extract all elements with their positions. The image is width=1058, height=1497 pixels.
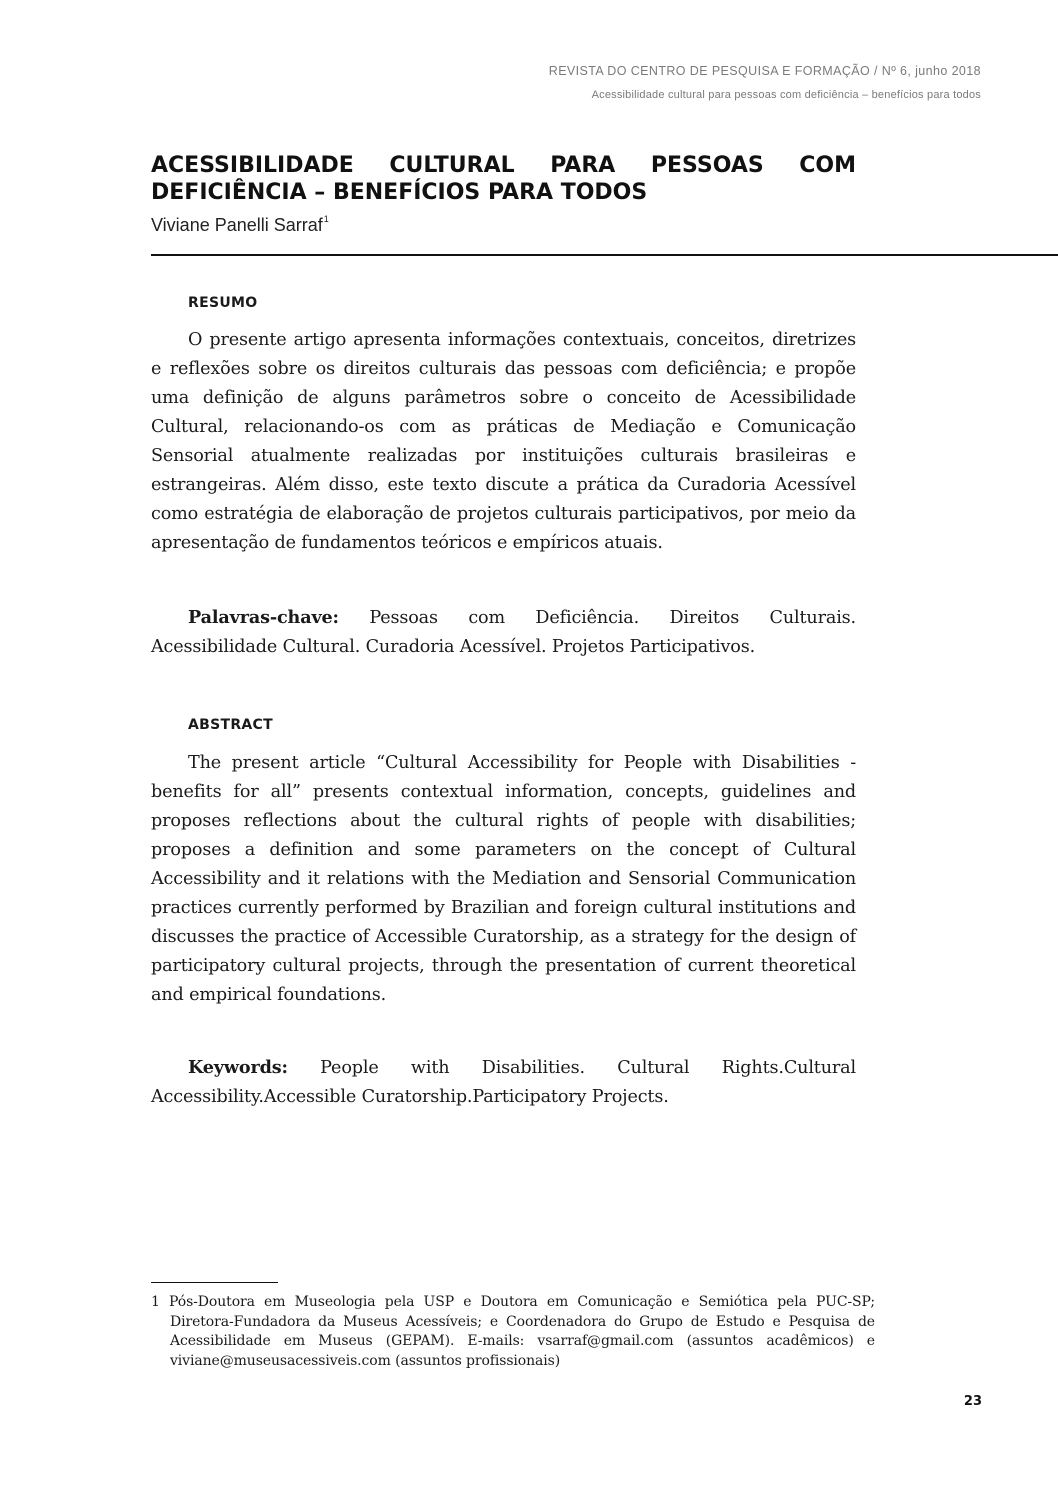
keywords-label-en: Keywords:	[188, 1057, 288, 1078]
abstract-keywords	[151, 1053, 856, 1112]
keywords-en: People with Disabilities. Cultural Rights.Cultural Accessibility.Accessible Curatorship.Participatory Projects.	[151, 1058, 856, 1107]
running-header	[549, 62, 981, 103]
journal-name: REVISTA DO CENTRO DE PESQUISA E FORMAÇÃO / Nº 6, junho 2018	[548, 64, 981, 78]
title-divider	[151, 254, 1058, 256]
footnote-divider	[151, 1282, 278, 1283]
footnote-ref[interactable]: 1	[323, 214, 329, 224]
footnote	[151, 1293, 875, 1371]
footnote-number: 1	[151, 1294, 160, 1310]
resumo-heading: RESUMO	[188, 295, 258, 311]
author-line	[151, 214, 329, 236]
abstract-heading: ABSTRACT	[188, 717, 273, 733]
page-number: 23	[963, 1394, 982, 1409]
author-name: Viviane Panelli Sarraf	[151, 215, 323, 235]
abstract-text: The present article “Cultural Accessibility for People with Disabilities - benefits for all” presents contextual information, concepts, guidelines and proposes reflections about the cultural rights of people with disabilities; proposes a definition and some parameters on the concept of Cultural Accessibility and it relations with the Mediation and Sensorial Communication practices currently performed by Brazilian and foreign cultural institutions and discusses the practice of Accessible Curatorship, as a strategy for the design of participatory cultural projects, through the presentation of current theoretical and empirical foundations.	[151, 753, 856, 1005]
article-short-title: Acessibilidade cultural para pessoas com deficiência – benefícios para todos	[591, 89, 981, 101]
footnote-text: Pós-Doutora em Museologia pela USP e Doutora em Comunicação e Semiótica pela PUC-SP; Diretora-Fundadora da Museus Acessíveis; e Coordenadora do Grupo de Estudo e Pesquisa de Acessibilidade em Museus (GEPAM). E-mails: vsarraf@gmail.com (assuntos acadêmicos) e viviane@museusacessiveis.com (assuntos profissionais)	[169, 1294, 875, 1369]
resumo-keywords	[151, 603, 856, 662]
resumo-text: O presente artigo apresenta informações contextuais, conceitos, diretrizes e reflexões sobre os direitos culturais das pessoas com deficiência; e propõe uma definição de alguns parâmetros sobre o conceito de Acessibilidade Cultural, relacionando-os com as práticas de Mediação e Comunicação Sensorial atualmente realizadas por instituições culturais brasileiras e estrangeiras. Além disso, este texto discute a prática da Curadoria Acessível como estratégia de elaboração de projetos culturais participativos, por meio da apresentação de fundamentos teóricos e empíricos atuais.	[151, 330, 856, 553]
keywords-pt: Pessoas com Deficiência. Direitos Culturais. Acessibilidade Cultural. Curadoria Acessível. Projetos Participativos.	[151, 608, 857, 657]
article-title: ACESSIBILIDADE CULTURAL PARA PESSOAS COM DEFICIÊNCIA – BENEFÍCIOS PARA TODOS	[151, 153, 856, 205]
keywords-label-pt: Palavras-chave:	[188, 607, 339, 628]
